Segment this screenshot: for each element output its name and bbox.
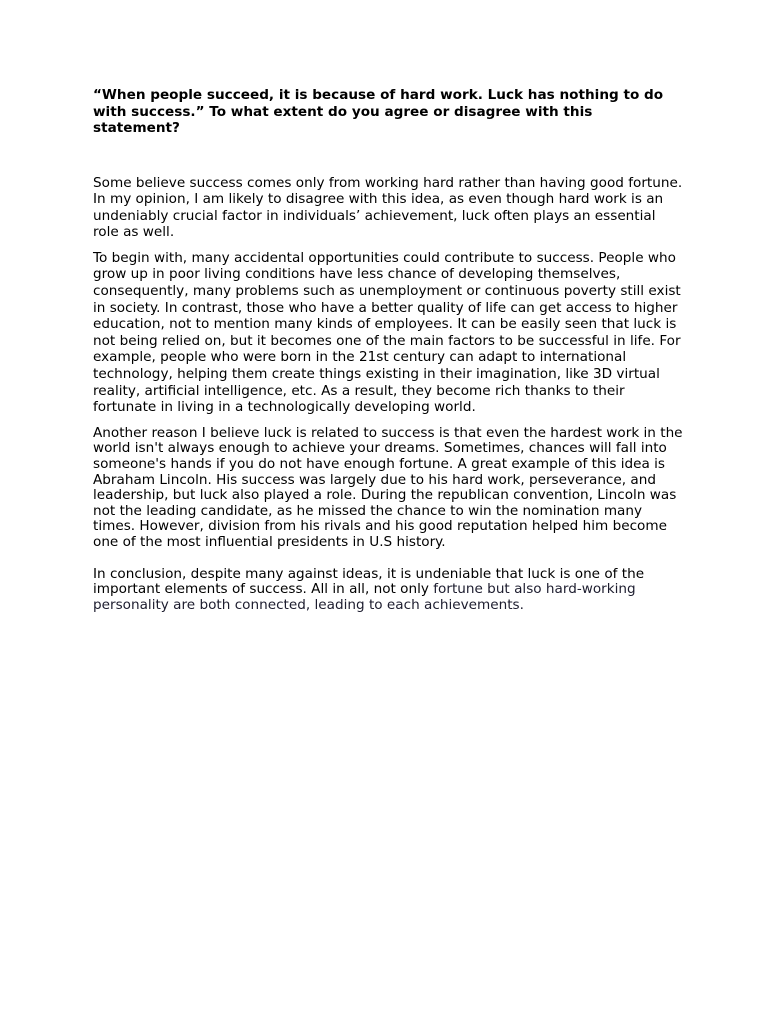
body-paragraph-2: Another reason I believe luck is related to success is that even the hardest work in the world isn't always enough to achieve your dreams. Sometimes, chances will fall into someone's hands if you do not have enough fortune. A great example of this idea is Abraham Lincoln. His success was largely due to his hard work, perseverance, and leadership, but luck also played a role. During the republican convention, Lincoln was not the leading candidate, as he missed the chance to win the nomination many times. However, division from his rivals and his good reputation helped him become one of the most influential presidents in U.S history. [93,424,683,550]
body-paragraph-1: To begin with, many accidental opportunities could contribute to success. People who grow up in poor living conditions have less chance of developing themselves, consequently, many problems such as unemployment or continuous poverty still exist in society. In contrast, those who have a better quality of life can get access to higher education, not to mention many kinds of employees. It can be easily seen that luck is not being relied on, but it becomes one of the main factors to be successful in life. For example, people who were born in the 21st century can adapt to international technology, helping them create things existing in their imagination, like 3D virtual reality, artificial intelligence, etc. As a result, they become rich thanks to their fortunate in living in a technologically developing world. [93,249,681,416]
essay-body [93,87,683,613]
introduction-paragraph: Some believe success comes only from working hard rather than having good fortune. In my opinion, I am likely to disagree with this idea, as even though hard work is an undeniably crucial factor in individuals’ achievement, luck often plays an essential role as well. [93,174,683,241]
conclusion-lead-text: In conclusion, despite many against ideas, it is undeniable that luck is one of the important elements of success. All in all, not only [93,565,645,598]
essay-question: “When people succeed, it is because of hard work. Luck has nothing to do with success.” To what extent do you agree or disagree with this statement? [93,87,664,136]
conclusion-paragraph [93,567,683,614]
conclusion-tail-text: fortune but also hard-working personality are both connected, leading to each achievements. [93,581,636,613]
